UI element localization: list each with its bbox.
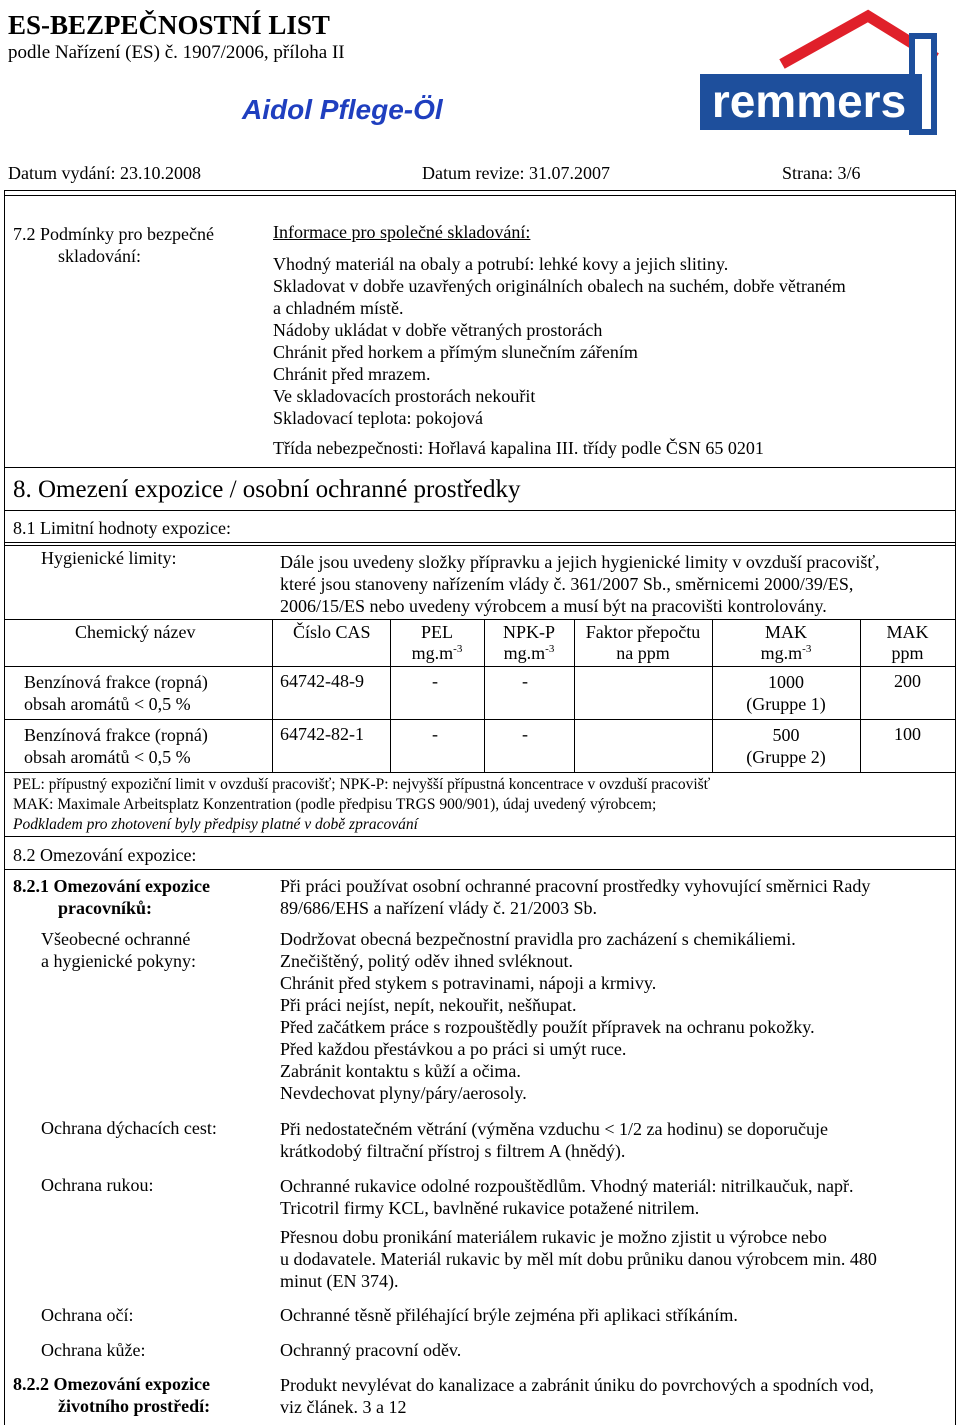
divider (4, 510, 956, 511)
s72-line: Vhodný materiál na obaly a potrubí: lehké kovy a jejich slitiny. (273, 254, 729, 274)
hyg-line: které jsou stanoveny nařízením vlády č. 361/2007 Sb., směrnicemi 2000/39/ES, (280, 574, 854, 594)
note-line: Podkladem pro zhotovení byly předpisy platné v době zpracování (13, 816, 418, 833)
col-header-mak-ppm (860, 622, 955, 664)
pel-label: PEL (420, 622, 453, 642)
factor-unit: na ppm (616, 643, 670, 663)
npk-unit: $mg.m^{-3}$ (503, 643, 555, 663)
hygiene-line: Před každou přestávkou a po práci si umýt ruce. (280, 1039, 627, 1059)
col-header-mak (712, 622, 860, 664)
s821-line: 89/686/EHS a nařízení vlády č. 21/2003 Sb. (280, 898, 597, 918)
page-number: Strana: 3/6 (782, 163, 861, 183)
table-cell-cas: 64742-82-1 (280, 724, 364, 744)
table-top (4, 619, 956, 620)
hand-line: Přesnou dobu pronikání materiálem rukavic je možno zjistit u výrobce nebo (280, 1227, 827, 1247)
product-name: Aidol Pflege-Öl (242, 94, 443, 125)
header-divider (4, 190, 956, 191)
table-row-name: Benzínová frakce (ropná) obsah aromátů < 0,5 % (24, 672, 208, 714)
hand-line: u dodavatele. Materiál rukavic by měl mít dobu průniku danou výrobcem min. 480 (280, 1249, 877, 1269)
s821-label-1: 8.2.1 Omezování expozice (13, 876, 210, 896)
hygiene-text (280, 928, 815, 1104)
col-header-pel (390, 622, 484, 664)
hand-text-1 (280, 1175, 854, 1219)
resp-line: Při nedostatečném větrání (výměna vzduchu < 1/2 za hodinu) se doporučuje (280, 1119, 828, 1139)
s72-line: Nádoby ukládat v dobře větraných prostorách (273, 320, 603, 340)
s822-label-2: životního prostředí: (58, 1396, 211, 1416)
hygiene-line: Dodržovat obecná bezpečnostní pravidla pro zacházení s chemikáliemi. (280, 929, 796, 949)
mak-unit: $mg.m^{-3}$ (760, 643, 812, 663)
s72-text (273, 253, 846, 429)
skin-label: Ochrana kůže: (41, 1340, 146, 1360)
table-row-divider (4, 719, 956, 720)
hygiene-line: Znečištěný, politý oděv ihned svléknout. (280, 951, 573, 971)
document-title: ES-BEZPEČNOSTNÍ LIST (8, 10, 330, 40)
table-cell-ppm: 200 (894, 671, 921, 691)
skin-text: Ochranný pracovní oděv. (280, 1340, 462, 1360)
header-divider-2 (4, 195, 956, 196)
hygiene-label: Všeobecné ochranné a hygienické pokyny: (41, 929, 196, 971)
issue-date: Datum vydání: 23.10.2008 (8, 163, 201, 183)
hand-line: minut (EN 374). (280, 1271, 399, 1291)
table-cell-mak: 500 (Gruppe 2) (746, 725, 826, 767)
s72-heading: Informace pro společné skladování: (273, 222, 531, 242)
s822-text (280, 1374, 874, 1418)
factor-label: Faktor přepočtu (585, 622, 701, 642)
table-cell-npk: - (522, 724, 528, 744)
hygiene-limits-label: Hygienické limity: (41, 548, 177, 568)
hazard-class: Třída nebezpečnosti: Hořlavá kapalina III. třídy podle ČSN 65 0201 (273, 438, 764, 458)
hyg-line: Dále jsou uvedeny složky přípravku a jejich hygienické limity v ovzduší pracovišť, (280, 552, 880, 572)
table-notes (13, 775, 710, 835)
s72-line: a chladném místě. (273, 298, 404, 318)
table-header-bottom (4, 666, 956, 667)
hygiene-limits-text (280, 551, 880, 617)
table-cell-npk: - (522, 671, 528, 691)
remmers-logo (690, 6, 952, 136)
eye-label: Ochrana očí: (41, 1305, 134, 1325)
mak-ppm-unit: ppm (891, 643, 924, 663)
brand-name: remmers (711, 75, 907, 127)
s821-label-2: pracovníků: (58, 898, 153, 918)
col-header-npk (484, 622, 574, 664)
document-subtitle: podle Nařízení (ES) č. 1907/2006, příloha II (8, 42, 345, 63)
section-8-title: 8. Omezení expozice / osobní ochranné prostředky (13, 476, 521, 503)
s72-label-1: 7.2 Podmínky pro bezpečné (13, 224, 214, 244)
divider (4, 467, 956, 468)
s822-line: viz článek. 3 a 12 (280, 1397, 407, 1417)
mak-ppm-label: MAK (886, 622, 929, 642)
s72-line: Chránit před horkem a přímým slunečním zářením (273, 342, 638, 362)
hyg-line: 2006/15/ES nebo uvedeny výrobcem a musí být na pracovišti kontrolovány. (280, 596, 827, 616)
hand-text-2 (280, 1226, 877, 1292)
hand-line: Ochranné rukavice odolné rozpouštědlům. Vhodný materiál: nitrilkaučuk, např. (280, 1176, 854, 1196)
divider (4, 869, 956, 870)
pel-unit: $mg.m^{-3}$ (411, 643, 463, 663)
table-row-name: Benzínová frakce (ropná) obsah aromátů < 0,5 % (24, 725, 208, 767)
resp-line: krátkodobý filtrační přístroj s filtrem A (hnědý). (280, 1141, 626, 1161)
table-cell-ppm: 100 (894, 724, 921, 744)
s72-line: Ve skladovacích prostorách nekouřit (273, 386, 536, 406)
s821-line: Při práci používat osobní ochranné pracovní prostředky vyhovující směrnici Rady (280, 876, 871, 896)
col-header-name: Chemický název (75, 622, 196, 642)
s822-label-1: 8.2.2 Omezování expozice (13, 1374, 210, 1394)
table-cell-cas: 64742-48-9 (280, 671, 364, 691)
s821-text (280, 875, 870, 919)
resp-label: Ochrana dýchacích cest: (41, 1118, 217, 1138)
eye-text: Ochranné těsně přiléhající brýle zejména při aplikaci stříkáním. (280, 1305, 738, 1325)
hand-line: Tricotril firmy KCL, bavlněné rukavice potažené nitrilem. (280, 1198, 700, 1218)
table-cell-pel: - (432, 724, 438, 744)
note-line: MAK: Maximale Arbeitsplatz Konzentration (podle předpisu TRGS 900/901), údaj uvedený výrobcem; (13, 796, 657, 813)
divider (4, 542, 956, 543)
col-header-cas: Číslo CAS (293, 622, 371, 642)
note-line: PEL: přípustný expoziční limit v ovzduší pracovišť; NPK-P: nejvyšší přípustná koncentrace v ovzduší pracovišť (13, 776, 711, 793)
hand-label: Ochrana rukou: (41, 1175, 154, 1195)
revision-date: Datum revize: 31.07.2007 (422, 163, 610, 183)
resp-text (280, 1118, 828, 1162)
s72-line: Skladovací teplota: pokojová (273, 408, 483, 428)
table-cell-mak: 1000 (Gruppe 1) (746, 672, 826, 714)
s822-line: Produkt nevylévat do kanalizace a zabránit úniku do povrchových a spodních vod, (280, 1375, 874, 1395)
s81-title: 8.1 Limitní hodnoty expozice: (13, 518, 231, 538)
hygiene-line: Chránit před stykem s potravinami, nápoji a krmivy. (280, 973, 657, 993)
left-border (4, 190, 5, 1425)
s72-line: Chránit před mrazem. (273, 364, 431, 384)
s72-label-2: skladování: (58, 246, 141, 266)
s82-title: 8.2 Omezování expozice: (13, 845, 197, 865)
col-header-factor (574, 622, 712, 664)
npk-label: NPK-P (502, 622, 555, 642)
table-col (272, 619, 273, 772)
hygiene-line: Před začátkem práce s rozpouštědly použít přípravek na ochranu pokožky. (280, 1017, 815, 1037)
hygiene-line: Nevdechovat plyny/páry/aerosoly. (280, 1083, 527, 1103)
right-border (955, 190, 956, 1425)
divider (4, 545, 956, 546)
mak-label: MAK (764, 622, 807, 642)
hygiene-line: Zabránit kontaktu s kůží a očima. (280, 1061, 521, 1081)
table-cell-pel: - (432, 671, 438, 691)
table-bottom (4, 772, 956, 773)
hygiene-line: Při práci nejíst, nepít, nekouřit, nešňupat. (280, 995, 577, 1015)
divider (4, 836, 956, 837)
s72-line: Skladovat v dobře uzavřených originálních obalech na suchém, dobře větraném (273, 276, 846, 296)
